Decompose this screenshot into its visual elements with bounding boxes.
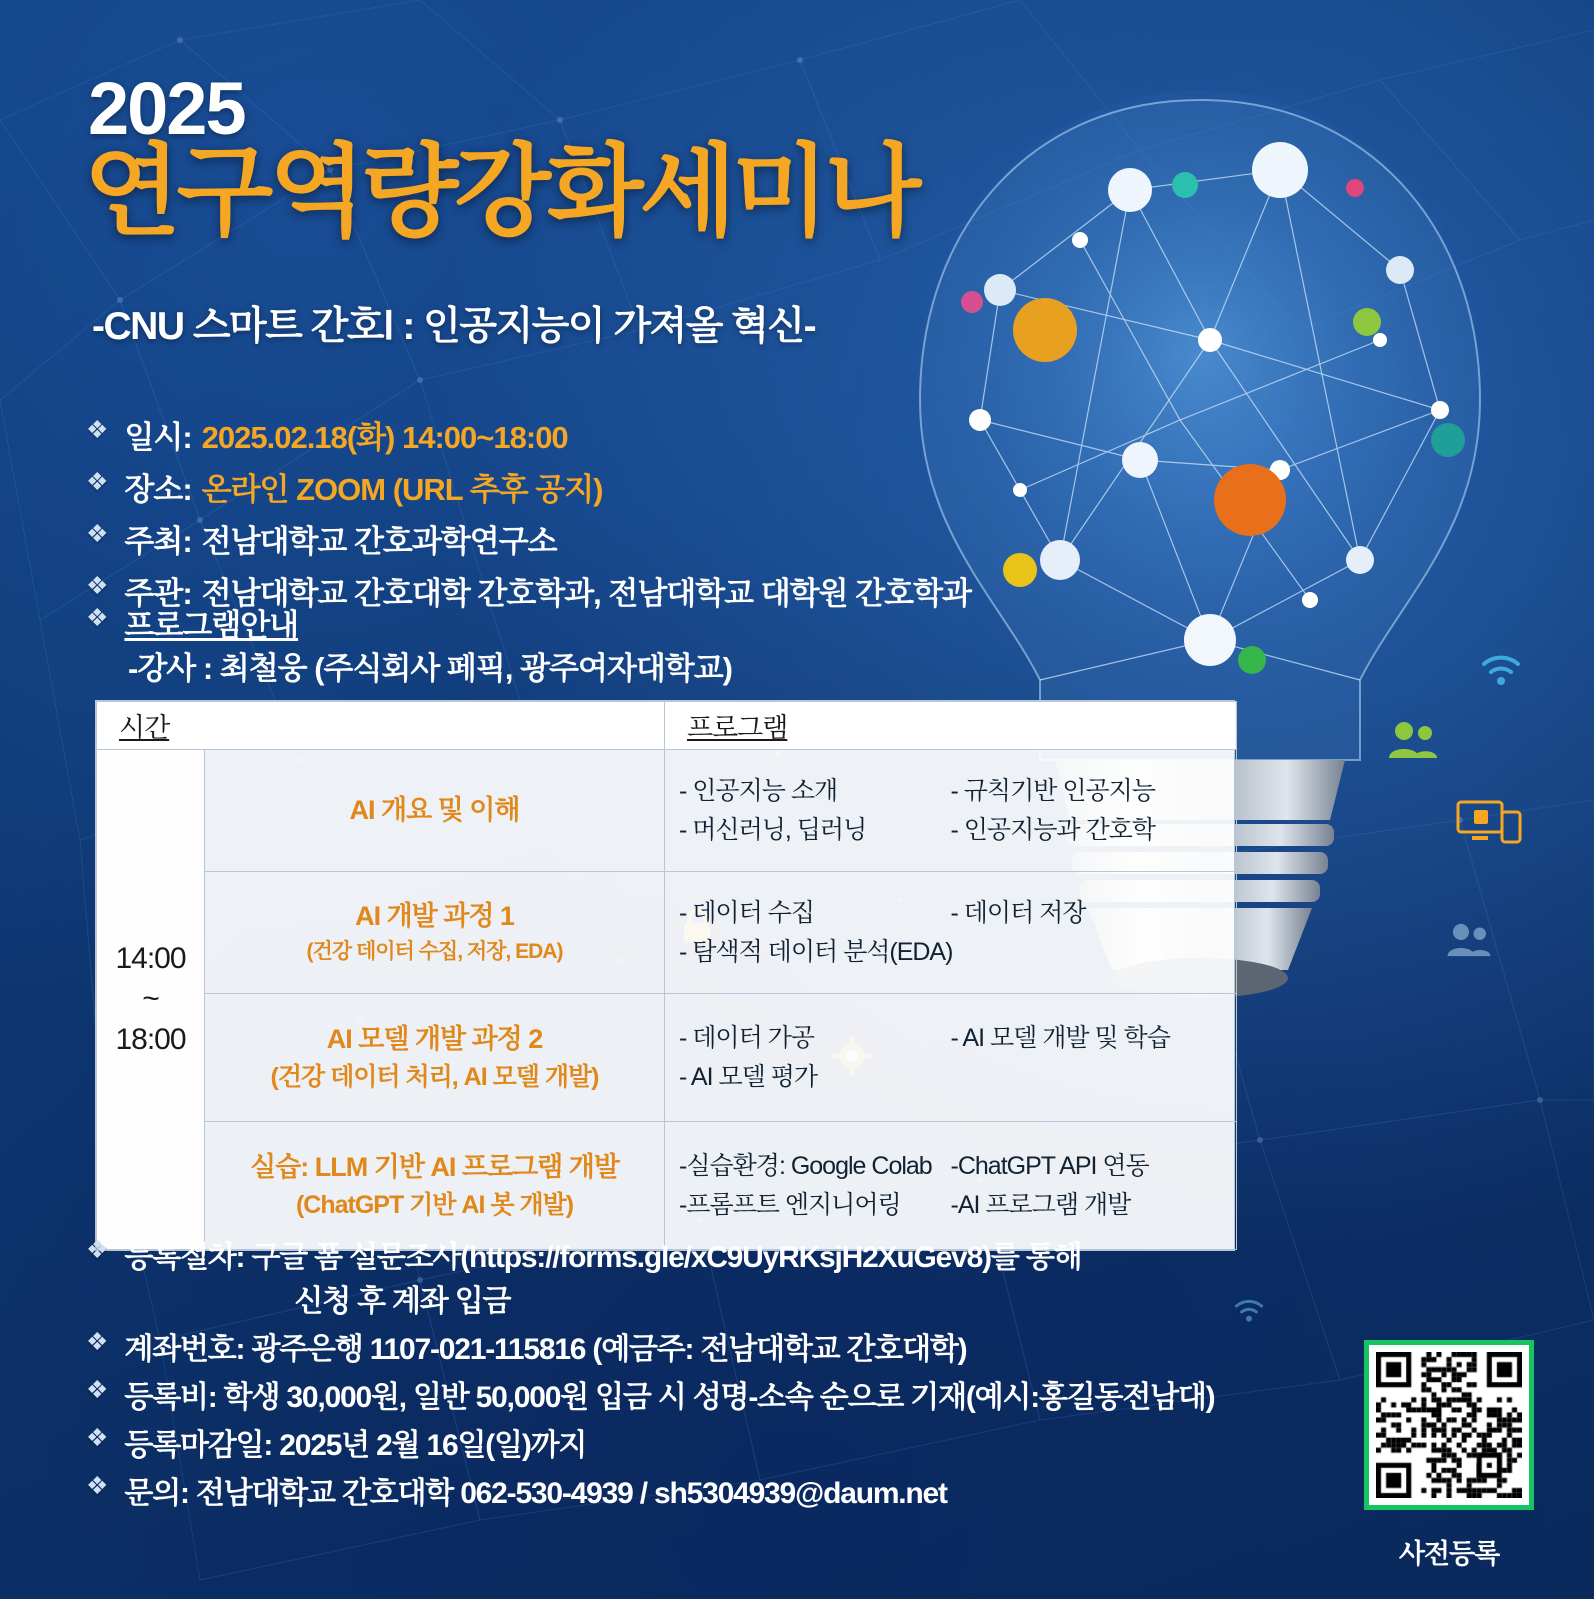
- registration-info-list: [86, 1232, 1506, 1516]
- topic-cell-4: [205, 1122, 665, 1250]
- account-line: 계좌번호: 광주은행 1107-021-115816 (예금주: 전남대학교 간호대학): [124, 1333, 967, 1366]
- table-row: [97, 750, 1237, 872]
- table-header-time-label: 시간: [119, 713, 170, 743]
- topic-title-3: AI 모델 개발 과정 2: [326, 1023, 543, 1054]
- info-row-deadline: [86, 1420, 1506, 1464]
- device-security-icon: [1456, 796, 1522, 850]
- table-header-time: [97, 702, 665, 750]
- diamond-bullet-icon: ❖: [86, 1376, 109, 1404]
- info-row-program-heading: [86, 600, 298, 645]
- time-end: 18:00: [115, 1022, 186, 1056]
- detail-item: -프롬프트 엔지니어링: [679, 1190, 901, 1219]
- diamond-bullet-icon: ❖: [86, 572, 109, 600]
- detail-item: -실습환경: Google Colab: [679, 1151, 932, 1180]
- detail-item: - AI 모델 평가: [679, 1062, 818, 1091]
- detail-cell-4: [665, 1122, 1237, 1250]
- table-header-program: [665, 702, 1237, 750]
- detail-item: -AI 프로그램 개발: [950, 1190, 1131, 1219]
- table-header-row: [97, 702, 1237, 750]
- topic-cell-2: [205, 872, 665, 994]
- diamond-bullet-icon: ❖: [86, 1472, 109, 1500]
- table-row: [97, 1122, 1237, 1250]
- detail-item: - 데이터 가공: [679, 1023, 814, 1052]
- poster-year: 2025: [88, 67, 245, 150]
- info-row-datetime: [86, 412, 1066, 457]
- info-row-account: [86, 1324, 1506, 1368]
- diamond-bullet-icon: ❖: [86, 1236, 109, 1264]
- lecturer-line: -강사 : 최철웅 (주식회사 페픽, 광주여자대학교): [128, 651, 732, 686]
- info-label-place: 장소:: [124, 472, 192, 507]
- info-row-host: [86, 516, 1066, 561]
- time-range-cell: [97, 750, 205, 1250]
- detail-cell-1: [665, 750, 1237, 872]
- topic-sub-2: (건강 데이터 수집, 저장, EDA): [306, 940, 563, 964]
- topic-sub-3: (건강 데이터 처리, AI 모델 개발): [270, 1062, 599, 1091]
- diamond-bullet-icon: ❖: [86, 468, 109, 496]
- detail-item: - AI 모델 개발 및 학습: [950, 1023, 1170, 1052]
- event-info-list: [86, 412, 1066, 620]
- detail-item: -ChatGPT API 연동: [950, 1151, 1149, 1180]
- people-icon-secondary: [1444, 920, 1494, 960]
- detail-item: - 인공지능 소개: [679, 776, 838, 805]
- topic-title-1: AI 개요 및 이해: [349, 794, 520, 825]
- topic-title-2: AI 개발 과정 1: [355, 901, 514, 932]
- info-row-fee: [86, 1372, 1506, 1416]
- contact-line: 문의: 전남대학교 간호대학 062-530-4939 / sh5304939@daum.net: [124, 1477, 947, 1510]
- people-icon: [1385, 718, 1441, 762]
- program-heading-label: 프로그램안내: [124, 608, 299, 643]
- info-label-host: 주최:: [124, 524, 192, 559]
- topic-cell-3: [205, 994, 665, 1122]
- diamond-bullet-icon: ❖: [86, 416, 109, 444]
- detail-cell-2: [665, 872, 1237, 994]
- poster-title: 연구역량강화세미나: [84, 136, 918, 248]
- qr-code[interactable]: [1364, 1340, 1534, 1510]
- schedule-table: [96, 701, 1237, 1250]
- table-row: [97, 872, 1237, 994]
- detail-item: - 데이터 수집: [679, 898, 814, 927]
- detail-cell-3: [665, 994, 1237, 1122]
- topic-cell-1: [205, 750, 665, 872]
- poster-subtitle: -CNU 스마트 간호Ⅰ : 인공지능이 가져올 혁신-: [92, 305, 816, 348]
- registration-line-1: 등록절차: 구글 폼 설문조사(https://forms.gle/xC9UyRKsjH2XuGev8)를 통해: [124, 1241, 1082, 1274]
- diamond-bullet-icon: ❖: [86, 1328, 109, 1356]
- table-row: [97, 994, 1237, 1122]
- table-header-program-label: 프로그램: [687, 713, 788, 743]
- info-row-registration: [86, 1232, 1506, 1320]
- detail-item: - 데이터 저장: [950, 898, 1086, 927]
- info-value-datetime: 2025.02.18(화) 14:00~18:00: [201, 420, 568, 455]
- detail-item: - 규칙기반 인공지능: [950, 776, 1155, 805]
- info-value-host: 전남대학교 간호과학연구소: [201, 524, 557, 559]
- detail-item: - 인공지능과 간호학: [950, 815, 1155, 844]
- topic-sub-4: (ChatGPT 기반 AI 봇 개발): [295, 1190, 574, 1219]
- info-row-contact: [86, 1468, 1506, 1512]
- diamond-bullet-icon: ❖: [86, 520, 109, 548]
- detail-item: - 탐색적 데이터 분석(EDA): [679, 937, 953, 966]
- diamond-bullet-icon: ❖: [86, 604, 109, 632]
- info-label-datetime: 일시:: [124, 420, 192, 455]
- qr-caption: 사전등록: [1398, 1539, 1500, 1569]
- qr-code-canvas: [1376, 1352, 1522, 1498]
- deadline-line: 등록마감일: 2025년 2월 16일(일)까지: [124, 1429, 587, 1462]
- diamond-bullet-icon: ❖: [86, 1424, 109, 1452]
- wifi-icon: [1478, 648, 1524, 688]
- info-row-place: [86, 464, 1066, 509]
- schedule-table-wrapper: [95, 700, 1235, 1251]
- info-value-place: 온라인 ZOOM (URL 추후 공지): [201, 472, 603, 507]
- time-tilde: ~: [142, 982, 159, 1016]
- fee-line: 등록비: 학생 30,000원, 일반 50,000원 입금 시 성명-소속 순으로 기재(예시:홍길동전남대): [124, 1381, 1215, 1414]
- info-value-organizer: 전남대학교 간호대학 간호학과, 전남대학교 대학원 간호학과: [201, 576, 971, 611]
- registration-line-2: 신청 후 계좌 입금: [294, 1285, 511, 1318]
- topic-title-4: 실습: LLM 기반 AI 프로그램 개발: [250, 1151, 619, 1182]
- time-start: 14:00: [115, 941, 186, 975]
- info-label-organizer: 주관:: [124, 576, 192, 611]
- detail-item: - 머신러닝, 딥러닝: [679, 815, 867, 844]
